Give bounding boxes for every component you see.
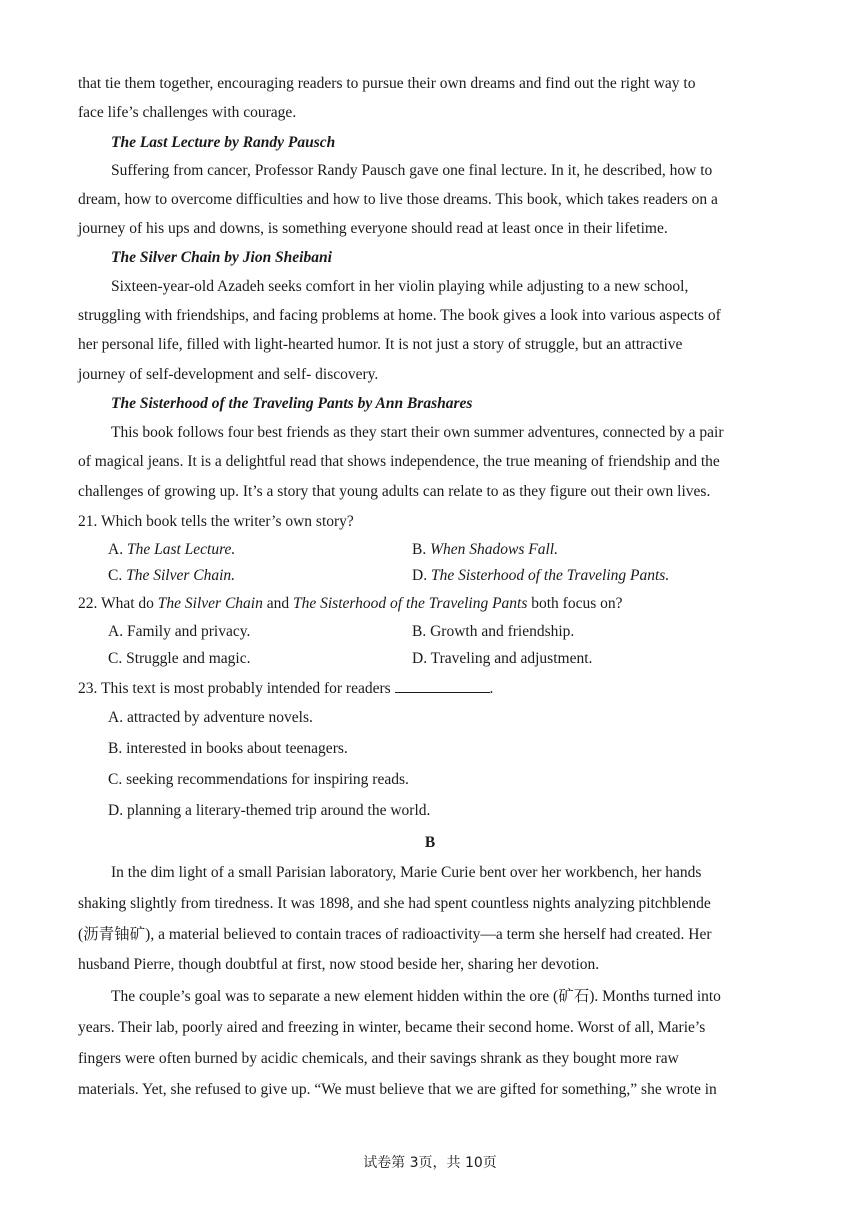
paragraph-line: journey of self-development and self- discovery. [78,366,379,383]
stem-text: . [489,680,494,697]
question-22-stem [78,594,623,614]
paragraph-line: husband Pierre, though doubtful at first, now stood beside her, sharing her devotion. [78,956,600,973]
stem-text: 23. This text is most probably intended for readers [78,680,395,697]
book-heading: The Last Lecture by Randy Pausch [111,134,336,151]
option-label: B. [412,541,431,558]
option-label: C. [108,567,127,584]
section-b-heading: B [424,834,436,851]
q21-option-b [412,540,558,560]
paragraph-line: journey of his ups and downs, is something everyone should read at least once in their lifetime. [78,220,668,237]
paragraph-line: materials. Yet, she refused to give up. “We must believe that we are gifted for something,” she wrote in [78,1081,717,1098]
q23-option-d: D. planning a literary-themed trip around the world. [108,802,431,819]
stem-text: both focus on? [527,595,623,612]
paragraph-line: shaking slightly from tiredness. It was 1898, and she had spent countless nights analyzing pitchblende [78,895,711,912]
book-title: The Sisterhood of the Traveling Pants [293,595,528,612]
paragraph-line: This book follows four best friends as they start their own summer adventures, connected by a pair [111,424,724,441]
paragraph-line: that tie them together, encouraging readers to pursue their own dreams and find out the right way to [78,75,696,92]
q22-option-d: D. Traveling and adjustment. [412,650,593,667]
paragraph-line: challenges of growing up. It’s a story that young adults can relate to as they figure out their own lives. [78,483,711,500]
option-label: D. [412,567,431,584]
book-heading: The Silver Chain by Jion Sheibani [111,249,332,266]
paragraph-line: (沥青铀矿), a material believed to contain traces of radioactivity—a term she herself had created. Her [78,926,712,943]
option-text: The Sisterhood of the Traveling Pants. [430,567,670,584]
paragraph-line: The couple’s goal was to separate a new element hidden within the ore (矿石). Months turned into [111,988,721,1005]
paragraph-line: face life’s challenges with courage. [78,104,297,121]
q23-option-c: C. seeking recommendations for inspiring reads. [108,771,409,788]
paragraph-line: Sixteen-year-old Azadeh seeks comfort in her violin playing while adjusting to a new school, [111,278,689,295]
paragraph-line: of magical jeans. It is a delightful read that shows independence, the true meaning of friendship and the [78,453,720,470]
question-23-stem [78,678,493,699]
paragraph-line: fingers were often burned by acidic chemicals, and their savings shrank as they bought more raw [78,1050,679,1067]
book-title: The Silver Chain [157,595,263,612]
q22-option-c: C. Struggle and magic. [108,650,251,667]
paragraph-line: her personal life, filled with light-hearted humor. It is not just a story of struggle, but an attractive [78,336,683,353]
option-text: When Shadows Fall. [430,541,558,558]
paragraph-line: dream, how to overcome difficulties and how to live those dreams. This book, which takes readers on a [78,191,718,208]
question-21-stem: 21. Which book tells the writer’s own story? [78,513,354,530]
q21-option-d [412,566,669,586]
paragraph-line: years. Their lab, poorly aired and freezing in winter, became their second home. Worst of all, Marie’s [78,1019,706,1036]
q22-option-b: B. Growth and friendship. [412,623,575,640]
page-number: 试卷第 3页，共 10页 [363,1155,497,1171]
q21-option-a [108,540,235,560]
paragraph-line: In the dim light of a small Parisian laboratory, Marie Curie bent over her workbench, her hands [111,864,702,881]
paragraph-line: Suffering from cancer, Professor Randy Pausch gave one final lecture. In it, he described, how to [111,162,713,179]
answer-blank [395,678,490,693]
q22-option-a: A. Family and privacy. [108,623,251,640]
option-text: The Last Lecture. [126,541,236,558]
option-label: A. [108,541,127,558]
stem-text: 22. What do [78,595,158,612]
q23-option-b: B. interested in books about teenagers. [108,740,348,757]
paragraph-line: struggling with friendships, and facing problems at home. The book gives a look into various aspects of [78,307,721,324]
q23-option-a: A. attracted by adventure novels. [108,709,313,726]
book-heading: The Sisterhood of the Traveling Pants by Ann Brashares [111,395,473,412]
q21-option-c [108,566,235,586]
option-text: The Silver Chain. [126,567,236,584]
stem-text: and [262,595,293,612]
